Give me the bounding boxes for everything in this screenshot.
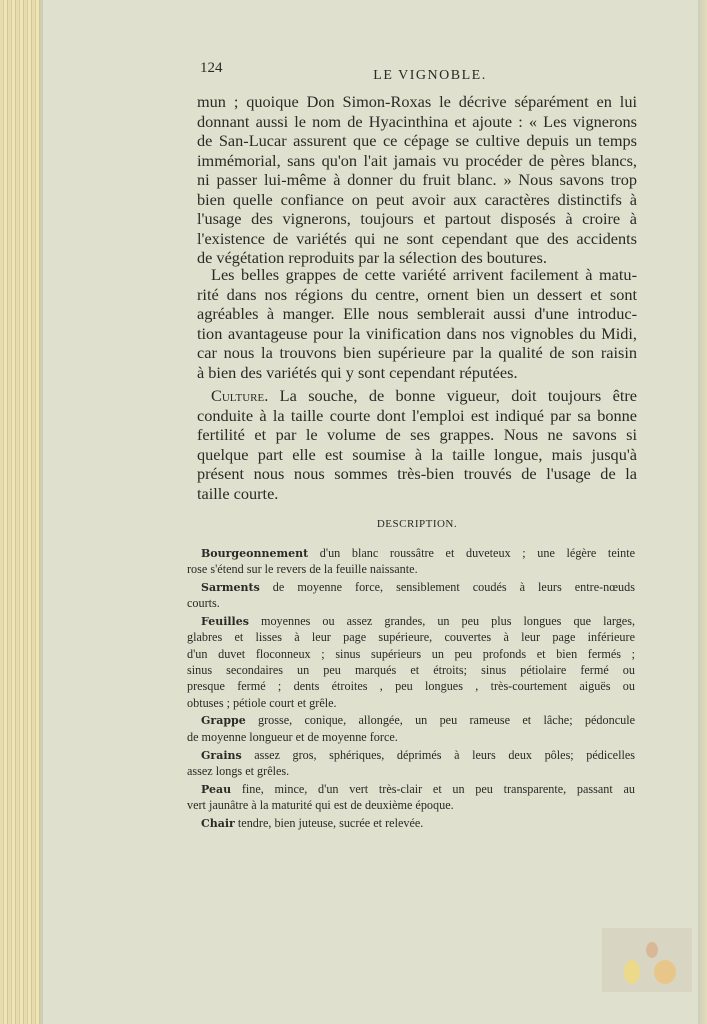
description-term: Sarments — [201, 581, 260, 595]
description-line — [187, 712, 635, 728]
description-text: assez gros, sphériques, déprimés à leurs deux pôles; pédicelles — [241, 747, 635, 762]
text-line: rité dans nos régions du centre, ornent bien un dessert et sont — [197, 284, 637, 304]
text-line: l'usage des vignerons, toujours et partout disposés à croire à — [197, 209, 637, 228]
description-entry — [187, 781, 635, 814]
description-text: moyennes ou assez grandes, un peu plus longues que larges, — [248, 614, 635, 629]
text-line: ni passer lui-même à donner du fruit blanc. » Nous savons trop — [197, 170, 637, 189]
running-head: LE VIGNOBLE. — [373, 68, 487, 83]
description-line: rose s'étend sur le revers de la feuille naissante. — [187, 562, 418, 577]
description-line: glabres et lisses à leur page supérieure, couvertes à leur page inférieure — [187, 630, 635, 645]
text-line: conduite à la taille courte dont l'emploi est indiqué par sa bonne — [197, 405, 637, 425]
description-line: d'un duvet floconneux ; sinus supérieurs un peu profonds et bien fermés ; — [187, 646, 635, 661]
text-line: l'existence de variétés qui ne sont cependant que des accidents — [197, 228, 637, 248]
text-line: bien quelle confiance on peut avoir aux caractères distinctifs à — [197, 189, 637, 209]
description-term: Peau — [201, 782, 232, 796]
description-line: de moyenne longueur et de moyenne force. — [187, 729, 398, 744]
page-number: 124 — [200, 60, 223, 76]
description-line: obtuses ; pétiole court et grêle. — [187, 695, 337, 710]
culture-paragraph — [197, 386, 637, 503]
description-term: Bourgeonnement — [201, 547, 309, 560]
description-entry — [187, 712, 635, 745]
description-text: fine, mince, d'un vert très-clair et un peu transparente, passant au — [231, 781, 635, 796]
description-line — [187, 613, 635, 629]
text-line: Les belles grappes de cette variété arrivent facilement à matu- — [211, 265, 637, 284]
description-entry — [187, 579, 635, 612]
text-line-content: La souche, de bonne vigueur, doit toujours être — [268, 386, 637, 405]
description-text: de moyenne force, sensiblement coudés à leurs entre-nœuds — [259, 580, 635, 595]
culture-label: Culture. — [211, 386, 269, 405]
text-line: donnant aussi le nom de Hyacinthina et ajoute : « Les vignerons — [197, 111, 637, 131]
description-line: presque fermé ; dents étroites , peu longues , très-courtement aiguës ou — [187, 679, 635, 694]
description-text: d'un blanc roussâtre et duveteux ; une légère teinte — [308, 546, 635, 560]
description-list — [187, 545, 635, 833]
description-line: vert jaunâtre à la maturité qui est de deuxième époque. — [187, 797, 454, 812]
description-text: tendre, bien juteuse, sucrée et relevée. — [234, 815, 424, 830]
text-line: immémorial, sans qu'on l'ait jamais vu procéder de pères blancs, — [197, 150, 637, 170]
description-line — [187, 781, 635, 797]
text-line — [197, 386, 637, 406]
text-line: de végétation reproduits par la sélection des boutures. — [197, 248, 547, 267]
description-line — [187, 579, 635, 595]
text-line: agréables à manger. Elle nous semblerait aussi d'une introduc- — [197, 304, 637, 323]
description-line: courts. — [187, 596, 220, 611]
text-line: car nous la trouvons bien supérieure par la qualité de son raisin — [197, 343, 637, 362]
text-line: mun ; quoique Don Simon-Roxas le décrive séparément en lui — [197, 92, 637, 111]
description-line: sinus secondaires un peu marqués et étroits; sinus pétiolaire fermé ou — [187, 663, 635, 678]
text-line: fertilité et par le volume de ses grappes. Nous ne savons si — [197, 425, 637, 444]
text-line: tion avantageuse pour la vinification dans nos vignobles du Midi, — [197, 323, 637, 343]
description-entry — [187, 613, 635, 711]
description-line — [187, 747, 635, 763]
description-line: assez longs et grêles. — [187, 763, 290, 778]
grape-thumbnail-image — [602, 928, 692, 992]
text-line: présent nous nous sommes très-bien trouvés de l'usage de la — [197, 464, 637, 483]
description-term: Feuilles — [201, 615, 249, 629]
description-term: Chair — [201, 816, 235, 830]
text-line: de San-Lucar assurent que ce cépage se cultive depuis un temps — [197, 131, 637, 150]
text-line: taille courte. — [197, 483, 279, 503]
description-line — [187, 815, 635, 831]
description-heading: DESCRIPTION. — [376, 518, 458, 530]
text-line: quelque part elle est soumise à la taille longue, mais jusqu'à — [197, 444, 637, 464]
description-text: grosse, conique, allongée, un peu rameuse et lâche; pédoncule — [245, 713, 635, 728]
text-line: à bien des variétés qui y sont cependant réputées. — [197, 362, 518, 382]
description-term: Grains — [201, 748, 242, 762]
description-term: Grappe — [201, 714, 246, 728]
description-line — [187, 545, 635, 561]
paragraph-1 — [197, 92, 637, 268]
description-entry — [187, 747, 635, 780]
book-page-edges — [0, 0, 40, 1024]
book-gutter-edge — [698, 0, 707, 1024]
description-entry — [187, 815, 635, 831]
description-entry — [187, 545, 635, 578]
paragraph-2 — [197, 265, 637, 382]
